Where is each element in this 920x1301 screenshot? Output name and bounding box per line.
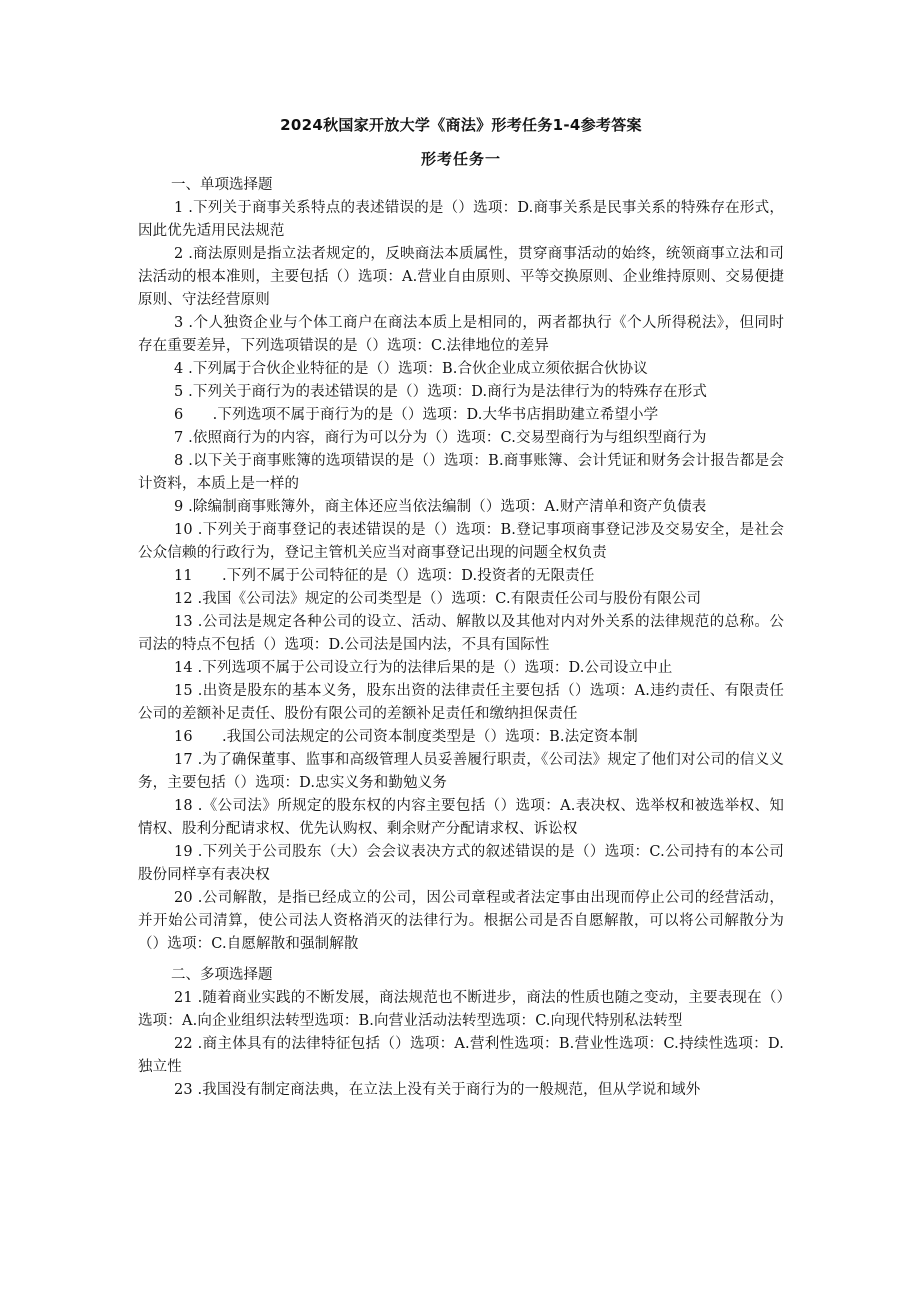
question-21: 21 .随着商业实践的不断发展，商法规范也不断进步，商法的性质也随之变动，主要表现在（）选项：A.向企业组织法转型选项：B.向营业活动法转型选项：C.向现代特别私法转型 xyxy=(138,990,784,1029)
question-6: 6 .下列选项不属于商行为的是（）选项：D.大华书店捐助建立希望小学 xyxy=(174,407,659,423)
question-20: 20 .公司解散，是指已经成立的公司，因公司章程或者法定事由出现而停止公司的经营活动，并开始公司清算，使公司法人资格消灭的法律行为。根据公司是否自愿解散，可以将公司解散分为（）选项：C.自愿解散和强制解散 xyxy=(138,890,784,952)
document-page xyxy=(138,106,784,1102)
question-3: 3 .个人独资企业与个体工商户在商法本质上是相同的，两者都执行《个人所得税法》，但同时存在重要差异，下列选项错误的是（）选项：C.法律地位的差异 xyxy=(138,315,784,354)
question-10: 10 .下列关于商事登记的表述错误的是（）选项：B.登记事项商事登记涉及交易安全，是社会公众信赖的行政行为，登记主管机关应当对商事登记出现的问题全权负责 xyxy=(138,522,784,561)
section-heading-multiple-choice: 二、多项选择题 xyxy=(171,967,273,983)
question-5: 5 .下列关于商行为的表述错误的是（）选项：D.商行为是法律行为的特殊存在形式 xyxy=(174,384,708,400)
question-18: 18 .《公司法》所规定的股东权的内容主要包括（）选项：A.表决权、选举权和被选举权、知情权、股利分配请求权、优先认购权、剩余财产分配请求权、诉讼权 xyxy=(138,798,784,837)
question-17: 17 .为了确保董事、监事和高级管理人员妥善履行职责，《公司法》规定了他们对公司的信义义务，主要包括（）选项：D.忠实义务和勤勉义务 xyxy=(138,752,784,791)
question-19: 19 .下列关于公司股东（大）会会议表决方式的叙述错误的是（）选项：C.公司持有的本公司股份同样享有表决权 xyxy=(138,844,784,883)
question-8: 8 .以下关于商事账簿的选项错误的是（）选项：B.商事账簿、会计凭证和财务会计报告都是会计资料，本质上是一样的 xyxy=(138,453,784,492)
question-9: 9 .除编制商事账簿外，商主体还应当依法编制（）选项：A.财产清单和资产负债表 xyxy=(174,499,707,515)
question-11: 11 .下列不属于公司特征的是（）选项：D.投资者的无限责任 xyxy=(174,568,595,584)
question-12: 12 .我国《公司法》规定的公司类型是（）选项：C.有限责任公司与股份有限公司 xyxy=(174,591,702,607)
question-16: 16 .我国公司法规定的公司资本制度类型是（）选项：B.法定资本制 xyxy=(174,729,638,745)
question-2: 2 .商法原则是指立法者规定的，反映商法本质属性，贯穿商事活动的始终，统领商事立法和司法活动的根本准则，主要包括（）选项：A.营业自由原则、平等交换原则、企业维持原则、交易便捷原则、守法经营原则 xyxy=(138,246,784,308)
task-title: 形考任务一 xyxy=(420,150,501,168)
question-7: 7 .依照商行为的内容，商行为可以分为（）选项：C.交易型商行为与组织型商行为 xyxy=(174,430,707,446)
question-13: 13 .公司法是规定各种公司的设立、活动、解散以及其他对内对外关系的法律规范的总称。公司法的特点不包括（）选项：D.公司法是国内法，不具有国际性 xyxy=(138,614,784,653)
section-heading-single-choice: 一、单项选择题 xyxy=(171,177,273,193)
question-14: 14 .下列选项不属于公司设立行为的法律后果的是（）选项：D.公司设立中止 xyxy=(174,660,673,676)
document-title: 2024秋国家开放大学《商法》形考任务1-4参考答案 xyxy=(280,116,642,134)
question-1: 1 .下列关于商事关系特点的表述错误的是（）选项：D.商事关系是民事关系的特殊存在形式，因此优先适用民法规范 xyxy=(138,200,784,239)
question-23: 23 .我国没有制定商法典，在立法上没有关于商行为的一般规范，但从学说和域外 xyxy=(174,1082,701,1098)
question-22: 22 .商主体具有的法律特征包括（）选项：A.营利性选项：B.营业性选项：C.持续性选项：D.独立性 xyxy=(138,1036,784,1075)
question-4: 4 .下列属于合伙企业特征的是（）选项：B.合伙企业成立须依据合伙协议 xyxy=(174,361,648,377)
question-15: 15 .出资是股东的基本义务，股东出资的法律责任主要包括（）选项：A.违约责任、有限责任公司的差额补足责任、股份有限公司的差额补足责任和缴纳担保责任 xyxy=(138,683,784,722)
